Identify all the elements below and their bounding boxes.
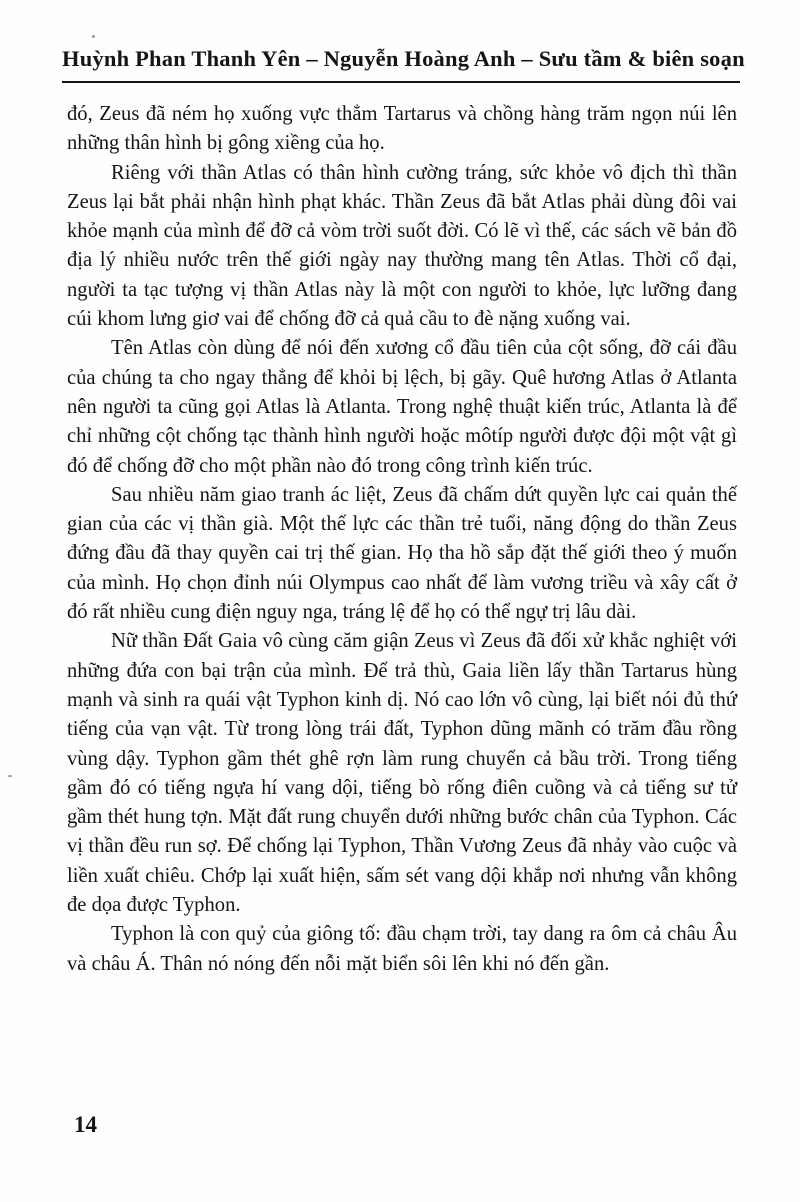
page-number: 14 — [74, 1112, 97, 1137]
paragraph-gaia-typhon: Nữ thần Đất Gaia vô cùng căm giận Zeus vì Zeus đã đối xử khắc nghiệt với những đứa con bại trận của mình. Để trả thù, Gaia liền lấy thần Tartarus hùng mạnh và sinh ra quái vật Typhon kinh dị. Nó cao lớn vô cùng, lại biết nói đủ thứ tiếng của vạn vật. Từ trong lòng trái đất, Typhon dũng mãnh có trăm đầu rồng vùng dậy. Typhon gầm thét ghê rợn làm rung chuyển cả bầu trời. Trong tiếng gầm đó có tiếng ngựa hí vang dội, tiếng bò rống điên cuồng và cả tiếng sư tử gầm thét hung tợn. Mặt đất rung chuyển dưới những bước chân của Typhon. Các vị thần đều run sợ. Để chống lại Typhon, Thần Vương Zeus đã nhảy vào cuộc và liền xuất chiêu. Chớp lại xuất hiện, sấm sét vang dội khắp nơi nhưng vẫn không đe dọa được Typhon. — [67, 630, 737, 917]
body-text — [67, 100, 737, 979]
paragraph-atlas-punishment: Riêng với thần Atlas có thân hình cường tráng, sức khỏe vô địch thì thần Zeus lại bắt phải nhận hình phạt khác. Thần Zeus đã bắt Atlas phải dùng đôi vai khỏe mạnh của mình để đỡ cả vòm trời suốt đời. Có lẽ vì thế, các sách vẽ bản đồ địa lý nhiều nước trên thế giới ngày nay thường mang tên Atlas. Thời cổ đại, người ta tạc tượng vị thần Atlas này là một con người to khỏe, lực lưỡng đang cúi khom lưng giơ vai để chống đỡ cả quả cầu to đè nặng xuống vai. — [67, 161, 737, 331]
running-header: Huỳnh Phan Thanh Yên – Nguyễn Hoàng Anh – Sưu tầm & biên soạn — [62, 46, 740, 83]
paragraph-zeus-olympus: Sau nhiều năm giao tranh ác liệt, Zeus đã chấm dứt quyền lực cai quản thế gian của các vị thần già. Một thế lực các thần trẻ tuổi, năng động do thần Zeus đứng đầu đã thay quyền cai trị thế gian. Họ tha hồ sắp đặt thế giới theo ý muốn của mình. Họ chọn đỉnh núi Olympus cao nhất để làm vương triều và xây cất ở đó rất nhiều cung điện nguy nga, tráng lệ để họ có thể ngự trị lâu dài. — [67, 483, 737, 624]
paragraph-atlas-name: Tên Atlas còn dùng để nói đến xương cổ đầu tiên của cột sống, đỡ cái đầu của chúng ta cho ngay thẳng để khỏi bị lệch, bị gãy. Quê hương Atlas ở Atlanta nên người ta cũng gọi Atlas là Atlanta. Trong nghệ thuật kiến trúc, Atlanta là để chỉ những cột chống tạc thành hình người hoặc môtíp người được đội một vật gì đó để chống đỡ cho một phần nào đó trong công trình kiến trúc. — [67, 337, 737, 477]
paragraph-continuation: đó, Zeus đã ném họ xuống vực thẳm Tartarus và chồng hàng trăm ngọn núi lên những thân hình bị gông xiềng của họ. — [67, 103, 737, 155]
paragraph-typhon-storm: Typhon là con quỷ của giông tố: đầu chạm trời, tay dang ra ôm cả châu Âu và châu Á. Thân nó nóng đến nỗi mặt biển sôi lên khi nó đến gần. — [67, 923, 737, 975]
scan-speckle — [8, 775, 12, 777]
scan-speckle — [92, 35, 95, 38]
